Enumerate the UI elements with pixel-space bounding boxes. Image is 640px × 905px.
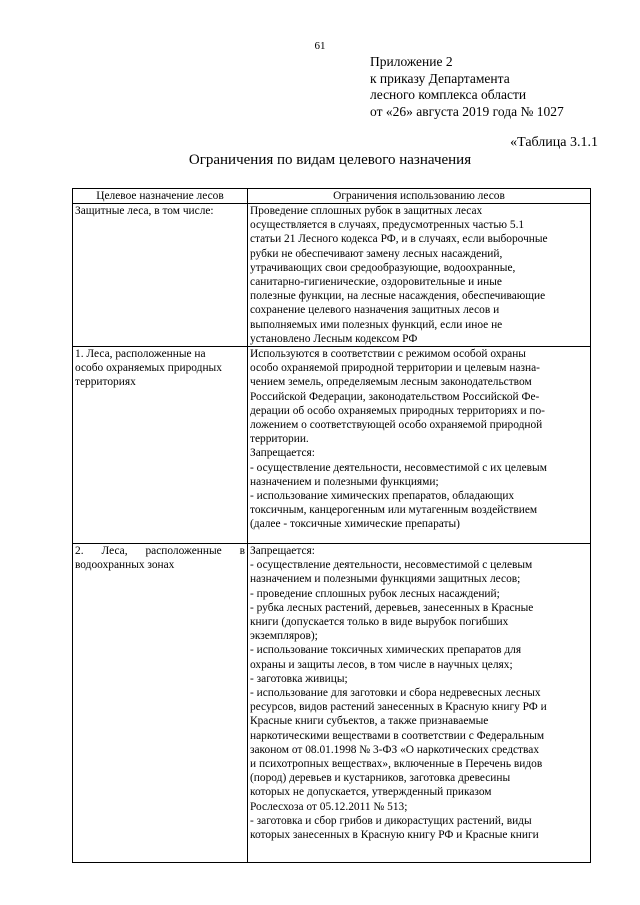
- appendix-line: лесного комплекса области: [370, 87, 527, 102]
- cell-text-line: законом от 08.01.1998 № 3-ФЗ «О наркотических средствах: [250, 743, 540, 756]
- cell-text-line: - использование химических препаратов, обладающих: [250, 490, 515, 503]
- table-row: [73, 347, 591, 544]
- restrictions-cell: [248, 544, 591, 863]
- page-number: 61: [314, 40, 326, 52]
- restrictions-cell: [248, 347, 591, 544]
- cell-text-line: книги (допускается только в виде вырубок погибших: [250, 616, 509, 629]
- cell-text-line: полезные функции, на лесные насаждения, обеспечивающие: [250, 290, 546, 303]
- appendix-line: к приказу Департамента: [370, 70, 510, 86]
- cell-text-line: статьи 21 Лесного кодекса РФ, и в случаях, если выборочные: [250, 233, 548, 246]
- cell-text-line: Запрещается:: [250, 447, 315, 460]
- table-title: Ограничения по видам целевого назначения: [188, 152, 472, 168]
- cell-text-line: - заготовка и сбор грибов и дикорастущих растений, виды: [250, 814, 532, 827]
- restrictions-cell: [248, 204, 591, 347]
- cell-text-line: Защитные леса, в том числе:: [75, 205, 214, 217]
- cell-text-line: назначением и полезными функциями;: [250, 475, 439, 488]
- cell-text-line: назначением и полезными функциями защитных лесов;: [250, 573, 521, 586]
- restrictions-table: [72, 188, 591, 863]
- table-header-row: [73, 189, 591, 204]
- cell-text-line: установлено Лесным кодексом РФ: [250, 332, 418, 345]
- cell-text-line: - осуществление деятельности, несовместимой с их целевым: [250, 461, 547, 474]
- cell-text-line: ложением о соответствующей особо охраняемой природной: [250, 419, 543, 432]
- header-restrictions: Ограничения использованию лесов: [248, 189, 591, 204]
- cell-text-line: токсичным, канцерогенным или мутагенным воздействием: [250, 504, 538, 517]
- purpose-cell: [73, 544, 248, 863]
- cell-text-line: чением земель, определяемым лесным законодательством: [250, 376, 532, 389]
- purpose-word: Леса,: [101, 545, 128, 558]
- cell-text-line: особо охраняемых природных: [75, 362, 222, 375]
- appendix-line: от «26» августа 2019 года № 1027: [370, 103, 564, 119]
- cell-text-line: - проведение сплошных рубок лесных насаждений;: [250, 587, 500, 600]
- table-number: «Таблица 3.1.1: [510, 135, 598, 150]
- appendix-header: [370, 54, 564, 120]
- cell-text-line: - осуществление деятельности, несовместимой с целевым: [250, 559, 533, 572]
- cell-text-line: сохранение целевого назначения защитных лесов и: [250, 304, 500, 317]
- cell-text-line: дерации об особо охраняемых природных территориях и по-: [250, 404, 545, 417]
- table-row: [73, 204, 591, 347]
- cell-text-line: выполняемых ими полезных функций, если иное не: [250, 318, 503, 331]
- cell-text-line: (пород) деревьев и кустарников, заготовка древесины: [250, 772, 511, 785]
- header-purpose: Целевое назначение лесов: [73, 189, 248, 204]
- cell-text-line: утрачивающих свои средообразующие, водоохранные,: [250, 261, 516, 274]
- cell-text-line: которых занесенных в Красную книгу РФ и Красные книги: [250, 829, 539, 842]
- cell-text-line: осуществляется в случаях, предусмотренных частью 5.1: [250, 219, 525, 232]
- cell-text-line: (далее - токсичные химические препараты): [250, 518, 460, 531]
- purpose-cell: [73, 347, 248, 544]
- cell-text-line: рубки не обеспечивают замену лесных насаждений,: [250, 247, 503, 260]
- cell-text-line: ресурсов, видов растений занесенных в Красную книгу РФ и: [250, 701, 547, 714]
- cell-text-line: и психотропных веществах», включенные в Перечень видов: [250, 758, 543, 771]
- cell-text-line: Запрещается:: [250, 545, 315, 558]
- purpose-cell: [73, 204, 248, 347]
- purpose-word: в: [239, 545, 245, 558]
- cell-text-line: - заготовка живицы;: [250, 672, 348, 685]
- cell-text-line: экземпляров);: [250, 630, 318, 643]
- cell-text-line: охраны и защиты лесов, в том числе в научных целях;: [250, 658, 513, 671]
- cell-text-line: территории.: [250, 433, 309, 446]
- purpose-word: расположенные: [145, 545, 222, 558]
- cell-text-line: Используются в соответствии с режимом особой охраны: [250, 348, 526, 361]
- cell-text-line: Рослесхоза от 05.12.2011 № 513;: [250, 800, 408, 813]
- cell-text-line: - использование для заготовки и сбора недревесных лесных: [250, 687, 541, 700]
- cell-text-line: особо охраняемой природной территории и целевым назна-: [250, 362, 540, 375]
- purpose-line: водоохранных зонах: [75, 559, 175, 572]
- cell-text-line: 1. Леса, расположенные на: [75, 348, 206, 361]
- cell-text-line: наркотическими веществами в соответствии с Федеральным: [250, 729, 545, 742]
- purpose-line: [75, 544, 245, 558]
- cell-text-line: - использование токсичных химических препаратов для: [250, 644, 522, 657]
- cell-text-line: территориях: [75, 376, 136, 389]
- cell-text-line: Российской Федерации, законодательством Российской Фе-: [250, 390, 540, 403]
- appendix-line: Приложение 2: [370, 54, 453, 69]
- cell-text-line: которых не допускается, утвержденный приказом: [250, 786, 492, 799]
- purpose-word: 2.: [75, 545, 84, 558]
- cell-text-line: санитарно-гигиенические, оздоровительные и иные: [250, 276, 502, 289]
- cell-text-line: Красные книги субъектов, а также признаваемые: [250, 715, 489, 728]
- table-row: [73, 544, 591, 863]
- cell-text-line: - рубка лесных растений, деревьев, занесенных в Красные: [250, 601, 534, 614]
- cell-text-line: Проведение сплошных рубок в защитных лесах: [250, 205, 483, 217]
